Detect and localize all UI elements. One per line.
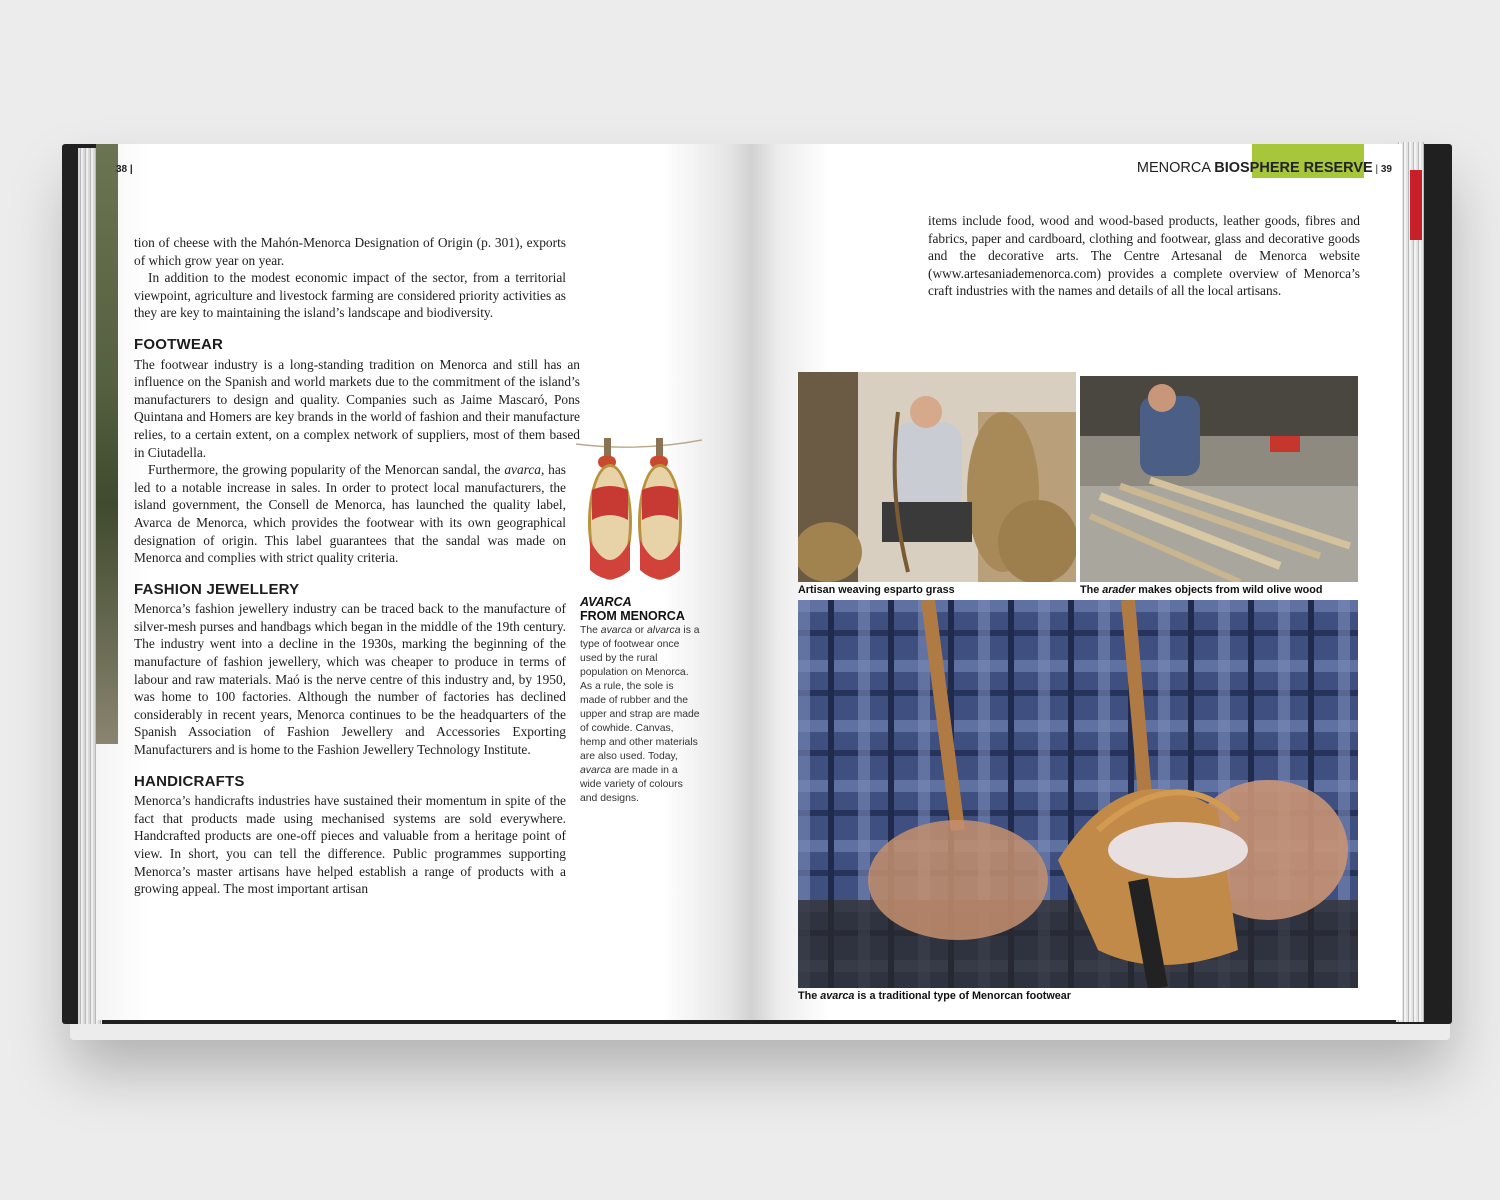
caption-esparto: Artisan weaving esparto grass (798, 584, 955, 596)
caption-arader-text-b: makes objects from wild olive wood (1135, 584, 1323, 596)
sidebar-text (580, 624, 700, 806)
running-head: MENORCA BIOSPHERE RESERVE | 39 (1136, 160, 1392, 176)
avarca-sidebar (580, 596, 700, 806)
footwear-p2-text-b: , has led to a notable increase in sales. In order to protect local manufacturers, the island government, the Consell de Menorca, has launched the quality label, Avarca de Menorca, which provides the footwear with its own geographical designation of origin. This label guarantees that the sandal was made on Menorca and complies with strict quality criteria. (134, 462, 567, 566)
intro-paragraph-1: tion of cheese with the Mahón-Menorca Designation of Origin (p. 301), exports of which grow year on year. (134, 235, 566, 268)
avarca-making-photo (798, 600, 1358, 988)
sidebar-italic-avarca: avarca (600, 625, 632, 636)
caption-avarca (798, 990, 1071, 1002)
left-page (96, 144, 754, 1020)
page-number-left: 38 | (116, 164, 133, 175)
handicrafts-heading: HANDICRAFTS (134, 772, 245, 790)
artisan-weaving-photo (798, 372, 1076, 582)
caption-avarca-text-a: The (798, 990, 821, 1002)
caption-arader (1080, 584, 1322, 596)
jewellery-heading: FASHION JEWELLERY (134, 580, 300, 598)
footwear-p2-italic: avarca (504, 462, 541, 478)
right-page (752, 144, 1402, 1020)
sidebar-italic-avarca-2: avarca (580, 765, 612, 776)
running-head-light: MENORCA (1136, 160, 1215, 176)
caption-avarca-italic: avarca (820, 990, 855, 1002)
sidebar-title-italic: AVARCA (580, 595, 632, 609)
page-edge-tabs (1410, 170, 1422, 240)
red-sandals-photo (576, 430, 702, 590)
jewellery-paragraph: Menorca’s fashion jewellery industry can be traced back to the manufacture of silver-mesh purses and handbags which began in the middle of the 19th century. The industry went into a decline in the 1930s, marking the beginning of the manufacture of fashion jewellery, which was cheaper to produce in terms of labour and raw materials. Maó is the nerve centre of this industry and, by 1950, was home to 100 factories. Although the number of factories has declined considerably in recent years, Menorca continues to be the headquarters of the Spanish Association of Fashion Jewellery and Accessories Exporting Manufacturers and is home to the Fashion Jewellery Technology Institute. (134, 601, 566, 758)
left-edge-photo-strip (96, 144, 118, 744)
arader-olive-wood-photo (1080, 376, 1358, 582)
caption-arader-italic: arader (1102, 584, 1136, 596)
right-text-column (928, 212, 1360, 300)
handicrafts-paragraph: Menorca’s handicrafts industries have sustained their momentum in spite of the fact that products made using mechanised systems are sold everywhere. Handcrafted products are one-off pieces and valuable from a heritage point of view. In short, you can tell the difference. Public programmes supporting Menorca’s master artisans have helped establish a range of products with a growing appeal. The most important artisan (134, 793, 566, 897)
right-intro-paragraph: items include food, wood and wood-based products, leather goods, fibres and fabrics, paper and cardboard, clothing and footwear, glass and decorative goods and the decorative arts. The Centre Artesanal de Menorca website (www.artesaniademenorca.com) provides a complete overview of Menorca’s craft industries with the names and details of all the local artisans. (928, 213, 1360, 299)
sidebar-text-1: The (580, 625, 601, 636)
footwear-heading: FOOTWEAR (134, 335, 224, 353)
left-text-column (134, 234, 580, 898)
sidebar-text-2: or (631, 625, 647, 636)
footwear-paragraph-1: The footwear industry is a long-standing tradition on Menorca and still has an influence on the Spanish and world markets due to the commitment of the island’s manufacturers to design and quality. Companies such as Jaime Mascaró, Pons Quintana and Homers are key brands in the world of fashion and their manufacture relies, to a certain extent, on a complex network of suppliers, most of them based in Ciutadella. (134, 356, 580, 460)
sidebar-italic-alvarca: alvarca (647, 625, 681, 636)
running-head-bold: BIOSPHERE RESERVE (1214, 160, 1373, 176)
footwear-paragraph-2 (134, 461, 566, 567)
footwear-p2-text-a: Furthermore, the growing popularity of the Menorcan sandal, the (148, 462, 505, 478)
page-number-right: 39 (1380, 164, 1392, 175)
sidebar-text-3: is a type of footwear once used by the rural population on Menorca. As a rule, the sole is made of rubber and the upper and strap are made of cowhide. Canvas, hemp and other materials are also used. Today, (580, 625, 700, 762)
caption-avarca-text-b: is a traditional type of Menorcan footwear (854, 990, 1072, 1002)
sidebar-text-4: are made in a wide variety of colours and designs. (580, 765, 683, 804)
intro-paragraph-2: In addition to the modest economic impact of the sector, from a territorial viewpoint, agriculture and livestock farming are considered priority activities as they are key to maintaining the island’s landscape and biodiversity. (134, 270, 566, 321)
sidebar-title: FROM MENORCA (580, 609, 685, 623)
caption-arader-text-a: The (1080, 584, 1103, 596)
